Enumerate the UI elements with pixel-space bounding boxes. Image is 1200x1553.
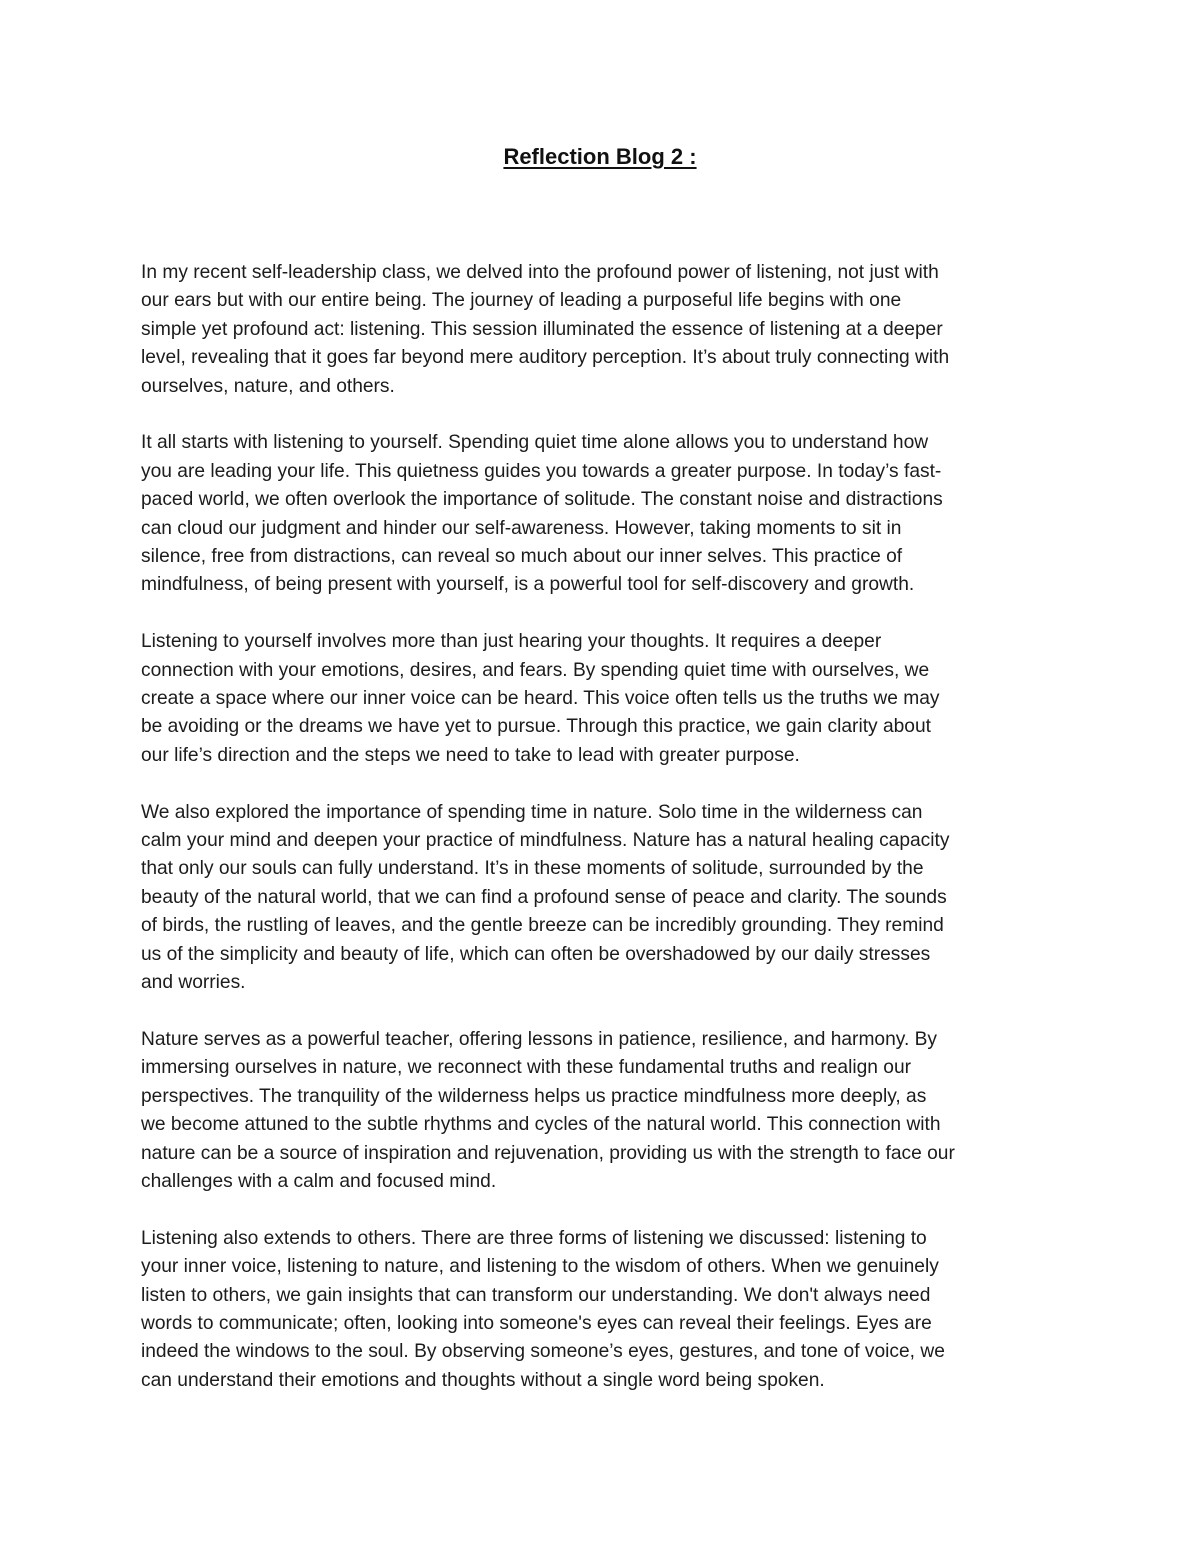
paragraph-line: We also explored the importance of spending time in nature. Solo time in the wilderness can (141, 801, 923, 823)
paragraph-line: In my recent self-leadership class, we delved into the profound power of listening, not just with (141, 262, 939, 283)
paragraph-line: your inner voice, listening to nature, and listening to the wisdom of others. When we genuinely (141, 1256, 939, 1278)
paragraph-line: nature can be a source of inspiration and rejuvenation, providing us with the strength to face our (141, 1142, 955, 1164)
paragraph-line: our life’s direction and the steps we need to take to lead with greater purpose. (141, 744, 800, 766)
paragraph-line: beauty of the natural world, that we can find a profound sense of peace and clarity. The sounds (141, 886, 947, 908)
document-body (141, 259, 1071, 1424)
paragraph (141, 628, 1071, 770)
paragraph-line: create a space where our inner voice can be heard. This voice often tells us the truths we may (141, 688, 940, 710)
paragraph-line: you are leading your life. This quietness guides you towards a greater purpose. In today’s fast- (141, 460, 942, 482)
paragraph-line: and worries. (141, 972, 246, 994)
paragraph-line: ourselves, nature, and others. (141, 375, 395, 397)
paragraph (141, 1026, 1071, 1196)
paragraph-line: simple yet profound act: listening. This session illuminated the essence of listening at a deeper (141, 318, 943, 340)
paragraph-line: mindfulness, of being present with yourself, is a powerful tool for self-discovery and growth. (141, 574, 915, 596)
paragraph-line: words to communicate; often, looking into someone's eyes can reveal their feelings. Eyes are (141, 1312, 932, 1334)
paragraph (141, 1225, 1071, 1395)
paragraph-line: be avoiding or the dreams we have yet to pursue. Through this practice, we gain clarity about (141, 716, 931, 738)
paragraph-line: silence, free from distractions, can reveal so much about our inner selves. This practice of (141, 546, 903, 568)
paragraph-line: paced world, we often overlook the importance of solitude. The constant noise and distractions (141, 489, 943, 511)
paragraph-line: perspectives. The tranquility of the wilderness helps us practice mindfulness more deeply, as (141, 1085, 927, 1107)
paragraph-line: It all starts with listening to yourself. Spending quiet time alone allows you to understand how (141, 432, 929, 454)
paragraph-line: can cloud our judgment and hinder our self-awareness. However, taking moments to sit in (141, 517, 902, 539)
paragraph-line: challenges with a calm and focused mind. (141, 1170, 497, 1192)
paragraph-line: our ears but with our entire being. The journey of leading a purposeful life begins with one (141, 290, 902, 312)
paragraph (141, 429, 1071, 599)
paragraph-line: level, revealing that it goes far beyond mere auditory perception. It’s about truly connecting with (141, 347, 950, 369)
paragraph-line: immersing ourselves in nature, we reconnect with these fundamental truths and realign our (141, 1057, 912, 1079)
paragraph-line: we become attuned to the subtle rhythms and cycles of the natural world. This connection with (141, 1114, 941, 1136)
paragraph-line: us of the simplicity and beauty of life, which can often be overshadowed by our daily stresses (141, 943, 931, 965)
paragraph-line: connection with your emotions, desires, and fears. By spending quiet time with ourselves, we (141, 659, 930, 681)
paragraph-line: that only our souls can fully understand. It’s in these moments of solitude, surrounded by the (141, 858, 924, 880)
paragraph (141, 799, 1071, 998)
paragraph-line: of birds, the rustling of leaves, and the gentle breeze can be incredibly grounding. They remind (141, 915, 944, 937)
paragraph-line: Nature serves as a powerful teacher, offering lessons in patience, resilience, and harmony. By (141, 1028, 937, 1050)
paragraph-line: Listening also extends to others. There are three forms of listening we discussed: listening to (141, 1227, 927, 1249)
paragraph-line: calm your mind and deepen your practice of mindfulness. Nature has a natural healing capacity (141, 830, 950, 852)
paragraph (141, 259, 1071, 401)
paragraph-line: can understand their emotions and thoughts without a single word being spoken. (141, 1369, 825, 1391)
document-title: Reflection Blog 2 : (503, 144, 697, 169)
paragraph-line: listen to others, we gain insights that can transform our understanding. We don't always need (141, 1284, 931, 1306)
paragraph-line: indeed the windows to the soul. By observing someone’s eyes, gestures, and tone of voice, we (141, 1341, 945, 1363)
paragraph-line: Listening to yourself involves more than just hearing your thoughts. It requires a deeper (141, 631, 882, 653)
